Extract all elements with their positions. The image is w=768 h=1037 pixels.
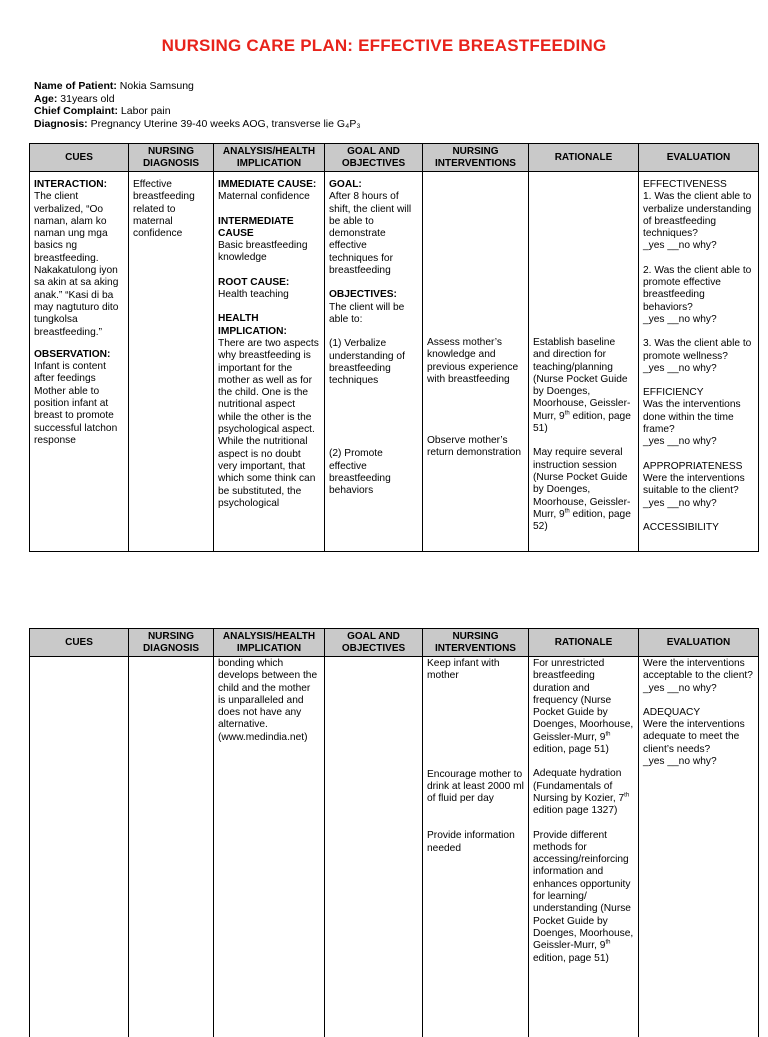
header-analysis: ANALYSIS/HEALTH IMPLICATION [214,629,325,657]
patient-age-row: Age: 31years old [34,92,115,105]
evaluation-cell: EFFECTIVENESS 1. Was the client able to verbalize understanding of breastfeeding techniques? _yes __no why? 2. Was the client able to promote effective breastfeeding behaviors? _yes __no why? 3. Was the client able to promote wellness? _yes __no why? EFFICIENCY Was the interventions done within the time frame? _yes __no why? APPROPRIATENESS Were the interventions suitable to the client? _yes __no why? ACCESSIBILITY [639,172,759,552]
patient-info [34,80,361,130]
interaction-text: The client verbalized, “Oo naman, alam ko naman ung mga basics ng breastfeeding. Nakakatulong iyon sa akin at sa aking anak.” “Kasi di ba may nagtuturo dito tungkolsa breastfeeding.” [34,191,119,338]
care-plan-table-1 [29,143,759,552]
goal-cell: GOAL: After 8 hours of shift, the client will be able to demonstrate effective techniques for breastfeeding OBJECTIVES: The client will be able to: (1) Verbalize understanding of breastfeeding techniques (2) Promote effective breastfeeding behaviors [325,172,423,552]
rationale-cell: Establish baseline and direction for teaching/planning (Nurse Pocket Guide by Doenges, Moorhouse, Geissler-Murr, 9th edition, page 51) May require several instruction session (Nurse Pocket Guide by Doenges, Moorhouse, Geissler-Murr, 9th edition, page 52) [529,172,639,552]
header-cues: CUES [30,629,129,657]
table-header-row [30,629,759,657]
patient-age: 31years old [60,92,115,105]
table-header-row [30,144,759,172]
rationale-cell: For unrestricted breastfeeding duration and frequency (Nurse Pocket Guide by Doenges, Moorhouse, Geissler-Murr, 9th edition, page 51) Adequate hydration (Fundamentals of Nursing by Kozier, 7th edition page 1327) Provide different methods for accessing/reinforcing information and enhances opportunity for learning/ understanding (Nurse Pocket Guide by Doenges, Moorhouse, Geissler-Murr, 9th edition, page 51) [529,657,639,1037]
header-evaluation: EVALUATION [639,629,759,657]
header-analysis: ANALYSIS/HEALTH IMPLICATION [214,144,325,172]
header-nursing-diagnosis: NURSING DIAGNOSIS [129,144,214,172]
interventions-cell: Assess mother’s knowledge and previous experience with breastfeeding Observe mother’s return demonstration [423,172,529,552]
page-title: NURSING CARE PLAN: EFFECTIVE BREASTFEEDING [161,36,607,55]
cues-cell [30,657,129,1037]
header-cues: CUES [30,144,129,172]
table-row [30,172,759,552]
patient-name: Nokia Samsung [119,80,194,92]
care-plan-table-2 [29,628,759,1037]
table-row [30,657,759,1037]
patient-name-row: Name of Patient: Nokia Samsung [34,80,194,92]
analysis-cell: bonding which develops between the child and the mother is unparalleled and does not have any alternative. (www.medindia.net) [214,657,325,1037]
diagnosis-cell [129,657,214,1037]
observation-text: Infant is content after feedings Mother able to position infant at breast to promote successful latchon response [34,361,118,446]
header-interventions: NURSING INTERVENTIONS [423,144,529,172]
header-rationale: RATIONALE [529,629,639,657]
header-evaluation: EVALUATION [639,144,759,172]
evaluation-cell: Were the interventions acceptable to the client? _yes __no why? ADEQUACY Were the interventions adequate to meet the client’s needs? _yes __no why? [639,657,759,1037]
goal-cell [325,657,423,1037]
analysis-cell: IMMEDIATE CAUSE: Maternal confidence INTERMEDIATE CAUSE Basic breastfeeding knowledge ROOT CAUSE: Health teaching HEALTH IMPLICATION: There are two aspects why breastfeeding is important for the mother as well as for the child. One is the nutritional aspect while the other is the psychological aspect. While the nutritional aspect is no doubt very important, that which some think can be substituted, the psychological [214,172,325,552]
header-rationale: RATIONALE [529,144,639,172]
diagnosis-row: Diagnosis: Pregnancy Uterine 39-40 weeks AOG, transverse lie G₄P₃ [34,117,361,130]
interventions-cell: Keep infant with mother Encourage mother to drink at least 2000 ml of fluid per day Provide information needed [423,657,529,1037]
cues-cell: INTERACTION: The client verbalized, “Oo naman, alam ko naman ung mga basics ng breastfeeding. Nakakatulong iyon sa akin at sa aking anak.” “Kasi di ba may nagtuturo dito tungkolsa breastfeeding.” OBSERVATION: Infant is content after feedings Mother able to position infant at breast to promote successful latchon response [30,172,129,552]
chief-complaint-row: Chief Complaint: Labor pain [34,105,171,117]
diagnosis-cell: Effective breastfeeding related to maternal confidence [129,172,214,552]
chief-complaint: Labor pain [120,105,171,117]
diagnosis-text: Pregnancy Uterine 39-40 weeks AOG, transverse lie G₄P₃ [90,117,361,130]
header-interventions: NURSING INTERVENTIONS [423,629,529,657]
header-goal: GOAL AND OBJECTIVES [325,629,423,657]
header-goal: GOAL AND OBJECTIVES [325,144,423,172]
header-nursing-diagnosis: NURSING DIAGNOSIS [129,629,214,657]
